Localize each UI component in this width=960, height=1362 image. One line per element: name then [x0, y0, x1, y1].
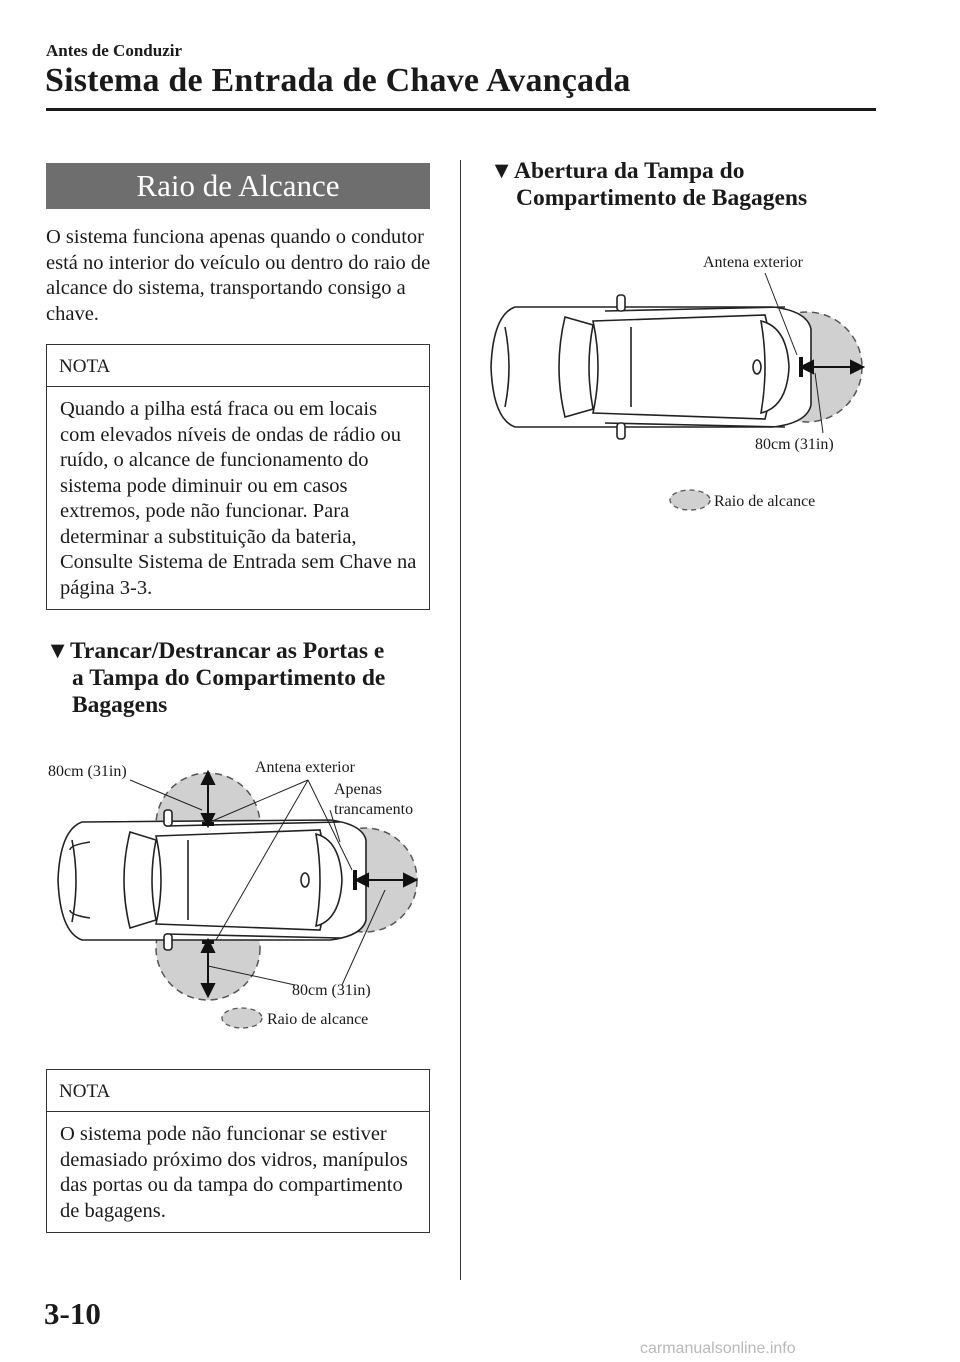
- note-box-1: [46, 344, 430, 610]
- distance-label-rear: 80cm (31in): [292, 982, 371, 999]
- range-legend-label: Raio de alcance: [267, 1011, 369, 1028]
- liftgate-range-diagram: [485, 245, 885, 520]
- subsection-heading-line: a Tampa do Compartimento de: [72, 665, 386, 691]
- note-text: Quando a pilha está fraca ou em locais com elevados níveis de ondas de rádio ou ruído, o alcance de funcionamento do sistema pode diminuir ou em casos extremos, pode não funcionar. Para determinar a substituição da bateria, Consulte Sistema de Entrada sem Chave na página 3-3.: [60, 398, 417, 599]
- lock-only-label: trancamento: [334, 801, 414, 818]
- subsection-heading-line: Trancar/Destrancar as Portas e: [70, 638, 385, 664]
- watermark: carmanualsonline.info: [640, 1340, 796, 1357]
- note-box-2: [46, 1069, 430, 1233]
- note-text: O sistema pode não funcionar se estiver demasiado próximo dos vidros, manípulos das portas ou da tampa do compartimento de bagagens.: [60, 1123, 408, 1222]
- subsection-heading-line: Compartimento de Bagagens: [516, 185, 808, 211]
- range-legend-swatch: [670, 490, 710, 510]
- lock-range-diagram: [40, 750, 430, 1040]
- range-legend-label: Raio de alcance: [714, 493, 816, 510]
- car-top-view: [58, 810, 366, 950]
- triangle-marker-icon: ▼: [490, 158, 514, 184]
- car-top-view: [491, 295, 811, 439]
- subsection-heading-line: Abertura da Tampa do: [514, 158, 745, 184]
- distance-label-front: 80cm (31in): [48, 763, 127, 780]
- subsection-heading-lock: [46, 638, 441, 719]
- range-legend-swatch: [222, 1008, 262, 1028]
- section-title: Raio de Alcance: [46, 163, 430, 209]
- column-divider: [460, 160, 461, 1280]
- subsection-heading-line: Bagagens: [72, 692, 168, 718]
- triangle-marker-icon: ▼: [46, 638, 70, 664]
- intro-paragraph: O sistema funciona apenas quando o condutor está no interior do veículo ou dentro do raio de alcance do sistema, transportando consigo a chave.: [46, 226, 431, 325]
- header-divider: [46, 108, 876, 111]
- page-title: Sistema de Entrada de Chave Avançada: [45, 62, 631, 99]
- antenna-label: Antena exterior: [703, 254, 803, 271]
- chapter-label: Antes de Conduzir: [46, 41, 183, 60]
- page-number: 3-10: [44, 1296, 101, 1331]
- note-heading: NOTA: [47, 1070, 429, 1112]
- note-heading: NOTA: [47, 345, 429, 387]
- antenna-label: Antena exterior: [255, 759, 355, 776]
- subsection-heading-liftgate: [490, 158, 890, 212]
- distance-label: 80cm (31in): [755, 436, 834, 453]
- lock-only-label: Apenas: [334, 781, 382, 798]
